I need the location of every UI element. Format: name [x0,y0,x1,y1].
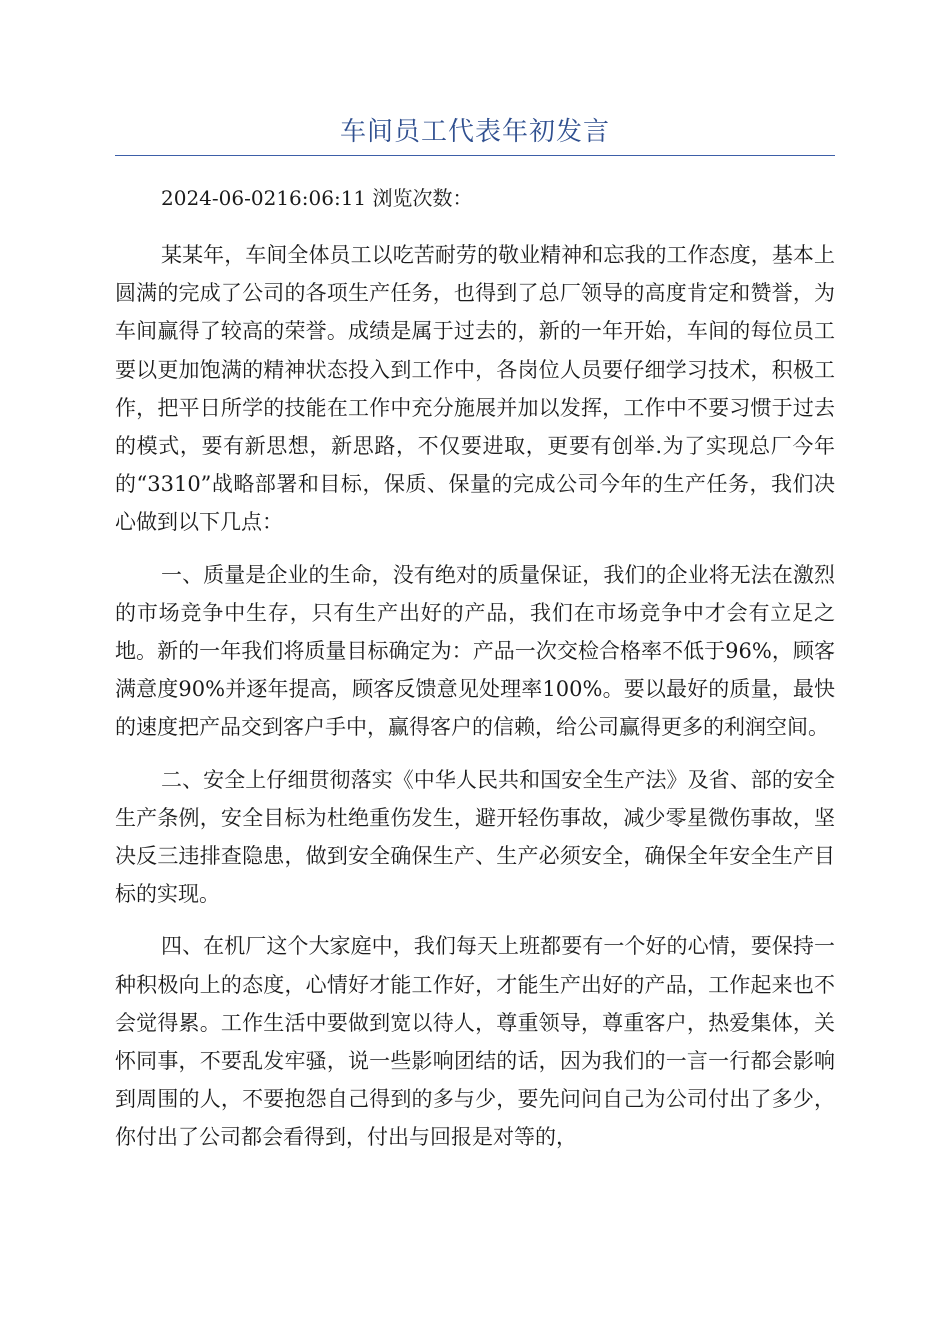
paragraph-quality: 一、质量是企业的生命，没有绝对的质量保证，我们的企业将无法在激烈的市场竞争中生存，只有生产出好的产品，我们在市场竞争中才会有立足之地。新的一年我们将质量目标确定为：产品一次交检合格率不低于96%，顾客满意度90%并逐年提高，顾客反馈意见处理率100%。要以最好的质量，最快的速度把产品交到客户手中，赢得客户的信赖，给公司赢得更多的利润空间。 [115,562,835,740]
title-underline [115,155,835,156]
paragraph-attitude: 四、在机厂这个大家庭中，我们每天上班都要有一个好的心情，要保持一种积极向上的态度，心情好才能工作好，才能生产出好的产品，工作起来也不会觉得累。工作生活中要做到宽以待人，尊重领导，尊重客户，热爱集体，关怀同事，不要乱发牢骚，说一些影响团结的话，因为我们的一言一行都会影响到周围的人，不要抱怨自己得到的多与少，要先问问自己为公司付出了多少，你付出了公司都会看得到，付出与回报是对等的， [115,934,835,1150]
document-title: 车间员工代表年初发言 [339,117,610,147]
paragraph-intro: 某某年，车间全体员工以吃苦耐劳的敬业精神和忘我的工作态度，基本上圆满的完成了公司的各项生产任务，也得到了总厂领导的高度肯定和赞誉，为车间赢得了较高的荣誉。成绩是属于过去的，新的一年开始，车间的每位员工要以更加饱满的精神状态投入到工作中，各岗位人员要仔细学习技术，积极工作，把平日所学的技能在工作中充分施展并加以发挥，工作中不要习惯于过去的模式，要有新思想，新思路，不仅要进取，更要有创举.为了实现总厂今年的“3310”战略部署和目标，保质、保量的完成公司今年的生产任务，我们决心做到以下几点： [115,243,835,535]
paragraph-safety: 二、安全上仔细贯彻落实《中华人民共和国安全生产法》及省、部的安全生产条例，安全目标为杜绝重伤发生，避开轻伤事故，减少零星微伤事故，坚决反三违排查隐患，做到安全确保生产、生产必须安全，确保全年安全生产目标的实现。 [115,767,835,907]
publish-meta: 2024-06-0216:06:11 浏览次数： [161,186,473,210]
